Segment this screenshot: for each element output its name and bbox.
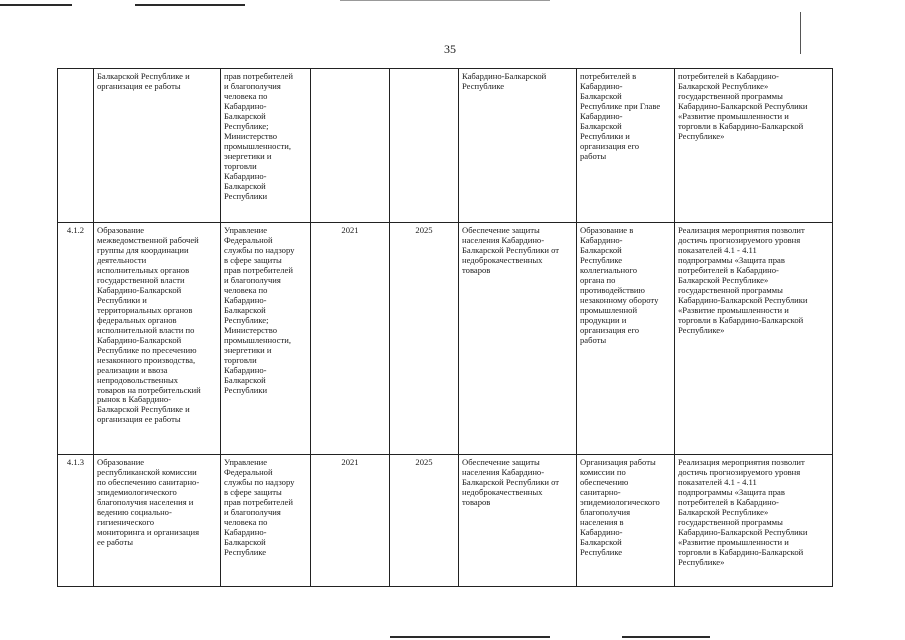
executor: Управление Федеральной службы по надзору в сфере защиты прав потребителей и благополучия человека по Кабардино- Балкарской Республике bbox=[221, 455, 311, 587]
indicator-link: потребителей в Кабардино- Балкарской Республике» государственной программы Кабардино-Балкарской Республики «Развитие промышленности и торговли в Кабардино-Балкарской Республике» bbox=[675, 69, 833, 223]
row-number: 4.1.3 bbox=[58, 455, 94, 587]
measure-name: Балкарской Республике и организация ее работы bbox=[94, 69, 221, 223]
indicator-link: Реализация мероприятия позволит достичь прогнозируемого уровня показателей 4.1 - 4.11 подпрограммы «Защита прав потребителей в Кабардино- Балкарской Республике» государственной программы Кабардино-Балкарской Республики «Развитие промышленности и торговли в Кабардино-Балкарской Республике» bbox=[675, 455, 833, 587]
executor: прав потребителей и благополучия человека по Кабардино- Балкарской Республике; Министерство промышленности, энергетики и торговли Кабардино- Балкарской Республики bbox=[221, 69, 311, 223]
scan-mark-bottom-right bbox=[622, 636, 710, 638]
row-number: 4.1.2 bbox=[58, 223, 94, 455]
measure-name: Образование республиканской комиссии по обеспечению санитарно- эпидемиологического благополучия населения и ведению социально- гигиенического мониторинга и организация ее работы bbox=[94, 455, 221, 587]
executor: Управление Федеральной службы по надзору в сфере защиты прав потребителей и благополучия человека по Кабардино- Балкарской Республике; Министерство промышленности, энергетики и торговли Кабардино- Балкарской Республики bbox=[221, 223, 311, 455]
table-row bbox=[58, 455, 833, 587]
start-year: 2021 bbox=[311, 223, 390, 455]
scan-mark-right bbox=[800, 12, 801, 54]
table-row bbox=[58, 69, 833, 223]
end-year: 2025 bbox=[390, 455, 459, 587]
indicator-link: Реализация мероприятия позволит достичь прогнозируемого уровня показателей 4.1 - 4.11 подпрограммы «Защита прав потребителей в Кабардино- Балкарской Республике» государственной программы Кабардино-Балкарской Республики «Развитие промышленности и торговли в Кабардино-Балкарской Республике» bbox=[675, 223, 833, 455]
measures-table bbox=[57, 68, 833, 587]
scan-mark-top-left bbox=[0, 4, 72, 6]
start-year: 2021 bbox=[311, 455, 390, 587]
scan-mark-bottom bbox=[390, 636, 550, 638]
measure-outcome: потребителей в Кабардино- Балкарской Республике при Главе Кабардино- Балкарской Республики и организация его работы bbox=[577, 69, 675, 223]
expected-result: Обеспечение защиты населения Кабардино- Балкарской Республики от недоброкачественных товаров bbox=[459, 455, 577, 587]
row-number bbox=[58, 69, 94, 223]
start-year bbox=[311, 69, 390, 223]
table-row bbox=[58, 223, 833, 455]
end-year bbox=[390, 69, 459, 223]
end-year: 2025 bbox=[390, 223, 459, 455]
scan-mark-top-center bbox=[135, 4, 245, 6]
measure-name: Образование межведомственной рабочей группы для координации деятельности исполнительных органов государственной власти Кабардино-Балкарской Республики и территориальных органов федеральных органов исполнительной власти по Кабардино-Балкарской Республике по пресечению незаконного производства, реализации и ввоза непродовольственных товаров на потребительский рынок в Кабардино- Балкарской Республике и организация ее работы bbox=[94, 223, 221, 455]
measure-outcome: Образование в Кабардино- Балкарской Республике коллегиального органа по противодействию незаконному обороту промышленной продукции и организация его работы bbox=[577, 223, 675, 455]
measure-outcome: Организация работы комиссии по обеспечению санитарно- эпидемиологического благополучия населения в Кабардино- Балкарской Республике bbox=[577, 455, 675, 587]
expected-result: Обеспечение защиты населения Кабардино- Балкарской Республики от недоброкачественных товаров bbox=[459, 223, 577, 455]
page-number: 35 bbox=[444, 42, 456, 56]
scan-mark-top-center-2 bbox=[340, 0, 550, 1]
expected-result: Кабардино-Балкарской Республике bbox=[459, 69, 577, 223]
